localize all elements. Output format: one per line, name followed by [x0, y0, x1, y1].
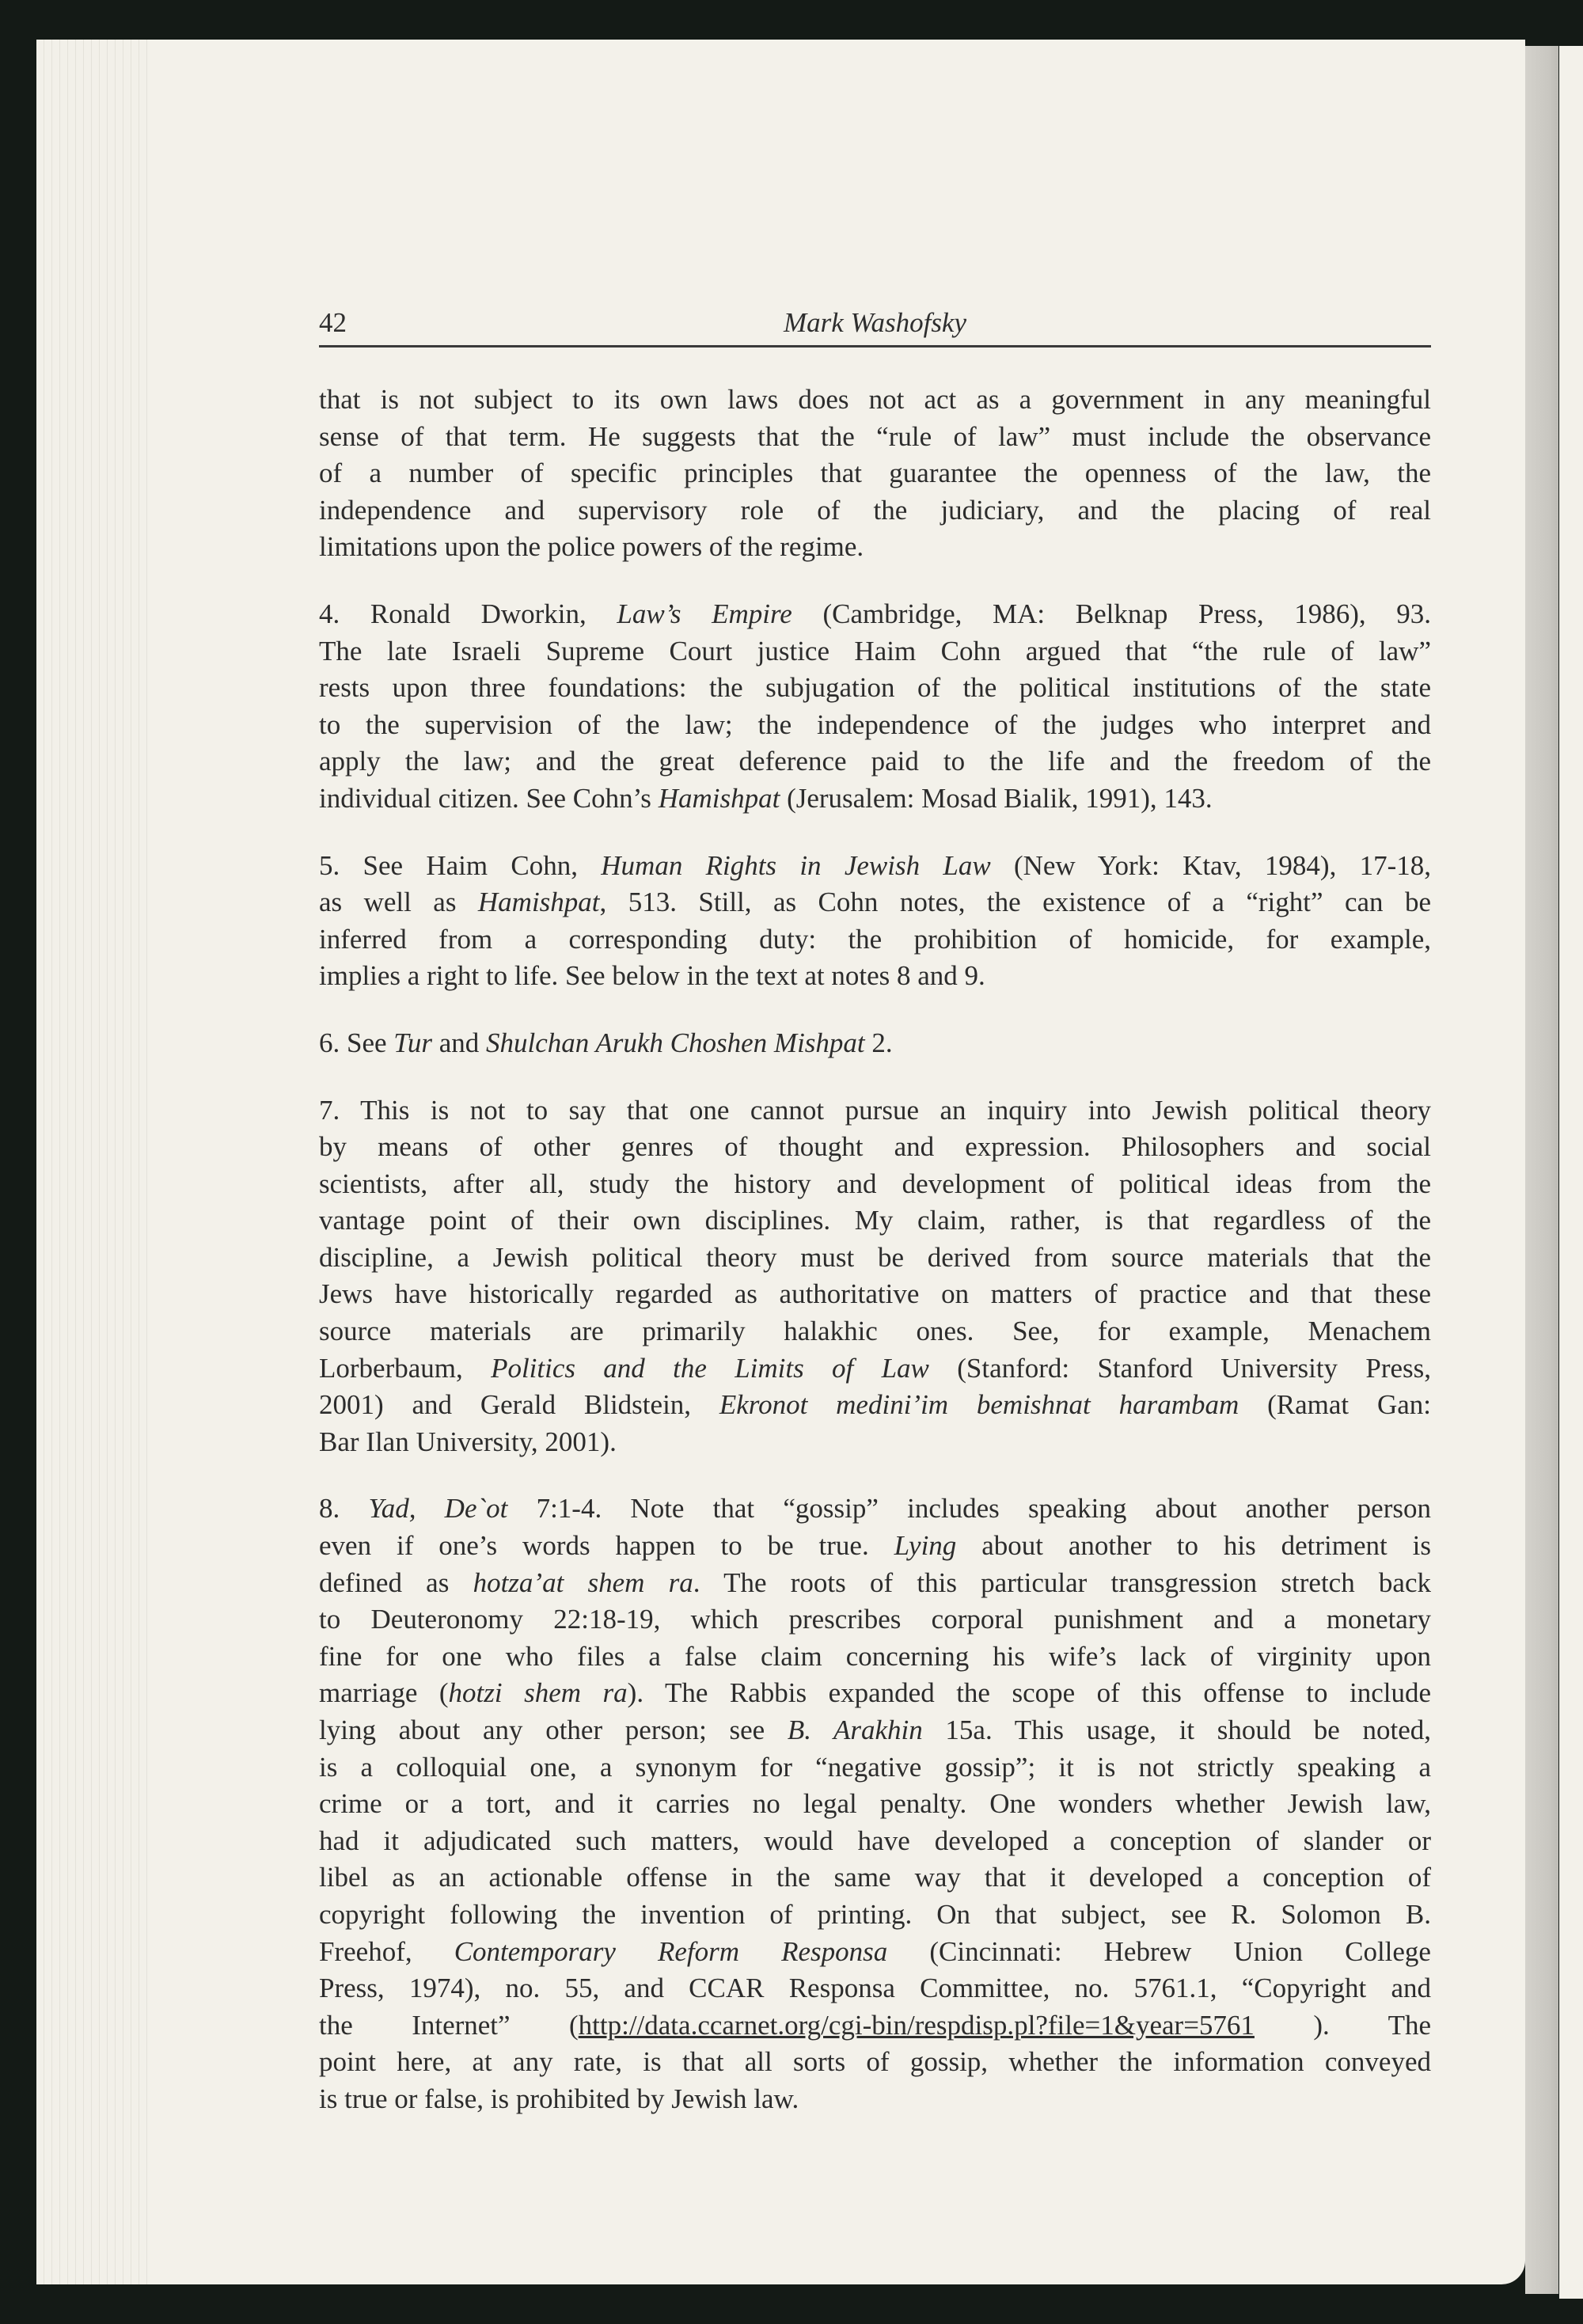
text-run: marriage (: [319, 1677, 449, 1709]
text-line: [319, 1528, 1431, 1565]
text-line: [319, 1859, 1431, 1897]
text-run: to Deuteronomy 22:18-19, which prescribes corporal punishment and a monetary: [319, 1604, 1431, 1635]
text-run: copyright following the invention of printing. On that subject, see R. Solomon B.: [319, 1898, 1431, 1930]
text-line: [319, 529, 1431, 566]
text-run: inferred from a corresponding duty: the prohibition of homicide, for example,: [319, 923, 1431, 955]
text-line: [319, 921, 1431, 959]
italic-title: Shulchan Arukh Choshen Mishpat: [486, 1027, 865, 1058]
text-run: ). The: [1254, 2009, 1431, 2041]
text-line: [319, 1202, 1431, 1240]
text-run: vantage point of their own disciplines. My claim, rather, is that regardless of the: [319, 1205, 1431, 1236]
italic-title: Lying: [894, 1530, 957, 1562]
text-line: [319, 2081, 1431, 2118]
text-line: [319, 1313, 1431, 1350]
text-line: [319, 848, 1431, 885]
text-run: individual citizen. See Cohn’s: [319, 782, 659, 814]
text-run: 6. See: [319, 1027, 394, 1058]
text-run: sense of that term. He suggests that the “rule of law” must include the observance: [319, 420, 1431, 452]
text-run: is true or false, is prohibited by Jewish law.: [319, 2083, 799, 2114]
text-run: 15a. This usage, it should be noted,: [922, 1715, 1431, 1745]
text-line: [319, 1240, 1431, 1277]
text-run: 2.: [864, 1027, 893, 1058]
text-run: Bar Ilan University, 2001).: [319, 1426, 617, 1457]
text-line: [319, 1934, 1431, 1971]
text-run: 8.: [319, 1493, 369, 1525]
endnote: [319, 382, 1431, 566]
text-line: [319, 1350, 1431, 1388]
text-run: Jews have historically regarded as authoritative on matters of practice and that these: [319, 1278, 1431, 1310]
text-line: [319, 1129, 1431, 1166]
text-run: that is not subject to its own laws does not act as a government in any meaningful: [319, 384, 1431, 415]
text-run: 5. See Haim Cohn,: [319, 849, 602, 881]
italic-title: Ekronot medini’im bemishnat harambam: [719, 1389, 1239, 1421]
text-line: [319, 1424, 1431, 1461]
italic-title: Tur: [393, 1027, 432, 1058]
italic-title: hotzi shem ra: [448, 1677, 628, 1709]
text-run: discipline, a Jewish political theory must be derived from source materials that the: [319, 1241, 1431, 1273]
text-run: of a number of specific principles that guarantee the openness of the law, the: [319, 458, 1431, 489]
running-head-author: Mark Washofsky: [783, 307, 967, 338]
text-line: [319, 1897, 1431, 1934]
text-run: by means of other genres of thought and expression. Philosophers and social: [319, 1131, 1431, 1163]
endnote: [319, 1092, 1431, 1461]
text-run: independence and supervisory role of the judiciary, and the placing of real: [319, 494, 1431, 526]
page-stack-edges: [36, 40, 147, 2284]
text-run: 4. Ronald Dworkin,: [319, 598, 617, 629]
text-line: [319, 1970, 1431, 2007]
text-line: [319, 1276, 1431, 1313]
text-run: limitations upon the police powers of the regime.: [319, 531, 864, 563]
endnote: [319, 1490, 1431, 2117]
text-run: 7. This is not to say that one cannot pursue an inquiry into Jewish political theory: [319, 1094, 1431, 1126]
text-run: scientists, after all, study the history and development of political ideas from the: [319, 1168, 1431, 1199]
text-run: defined as: [319, 1566, 473, 1598]
book-gutter-shadow: [1525, 46, 1558, 2294]
text-run: source materials are primarily halakhic ones. See, for example, Menachem: [319, 1316, 1431, 1347]
text-run: Press, 1974), no. 55, and CCAR Responsa Committee, no. 5761.1, “Copyright and: [319, 1973, 1431, 2004]
text-line: [319, 419, 1431, 456]
text-line: [319, 1823, 1431, 1860]
endnote: [319, 848, 1431, 995]
text-line: [319, 382, 1431, 419]
text-line: [319, 2007, 1431, 2045]
text-line: [319, 707, 1431, 744]
text-line: [319, 1025, 1431, 1062]
text-run: as well as: [319, 887, 478, 918]
text-line: [319, 1601, 1431, 1639]
text-line: [319, 1387, 1431, 1424]
text-run: ). The Rabbis expanded the scope of this offense to include: [627, 1677, 1431, 1709]
text-line: [319, 596, 1431, 633]
text-run: (Ramat Gan:: [1239, 1389, 1431, 1421]
page-number: 42: [319, 307, 347, 338]
text-run: (New York: Ktav, 1984), 17-18,: [990, 849, 1432, 881]
italic-title: B. Arakhin: [787, 1715, 923, 1745]
text-line: [319, 1712, 1431, 1749]
italic-title: Contemporary Reform Responsa: [454, 1935, 888, 1967]
text-run: Freehof,: [319, 1935, 454, 1967]
text-line: [319, 492, 1431, 530]
italic-title: Yad, De`ot: [368, 1493, 508, 1525]
text-run: rests upon three foundations: the subjugation of the political institutions of the state: [319, 672, 1431, 704]
endnote: [319, 596, 1431, 818]
text-run: had it adjudicated such matters, would have developed a conception of slander or: [319, 1825, 1431, 1856]
text-run: and: [431, 1027, 486, 1058]
italic-title: Hamishpat: [477, 887, 600, 918]
text-run: libel as an actionable offense in the same way that it developed a conception of: [319, 1862, 1431, 1893]
text-line: [319, 1166, 1431, 1203]
text-line: [319, 1749, 1431, 1787]
text-line: [319, 455, 1431, 492]
url-link[interactable]: http://data.ccarnet.org/cgi-bin/respdisp.pl?file=1&year=5761: [578, 2009, 1255, 2041]
italic-title: hotza’at shem ra: [473, 1566, 693, 1598]
text-run: The late Israeli Supreme Court justice Haim Cohn argued that “the rule of law”: [319, 635, 1431, 666]
text-line: [319, 1675, 1431, 1712]
text-run: Lorberbaum,: [319, 1352, 492, 1384]
text-run: point here, at any rate, is that all sorts of gossip, whether the information conveyed: [319, 2046, 1431, 2078]
italic-title: Politics and the Limits of Law: [491, 1352, 929, 1384]
italic-title: Human Rights in Jewish Law: [601, 849, 991, 881]
text-run: implies a right to life. See below in the text at notes 8 and 9.: [319, 960, 985, 992]
text-run: lying about any other person; see: [319, 1715, 788, 1745]
text-line: [319, 1490, 1431, 1528]
text-run: the Internet” (: [319, 2009, 579, 2041]
endnote: [319, 1025, 1431, 1062]
text-run: (Stanford: Stanford University Press,: [928, 1352, 1432, 1384]
text-run: (Cambridge, MA: Belknap Press, 1986), 93.: [792, 598, 1432, 629]
running-header: [319, 307, 1431, 347]
text-line: [319, 1565, 1431, 1602]
text-line: [319, 884, 1431, 921]
text-line: [319, 1786, 1431, 1823]
text-run: , 513. Still, as Cohn notes, the existence of a “right” can be: [599, 887, 1431, 918]
text-run: 2001) and Gerald Blidstein,: [319, 1389, 719, 1421]
text-run: even if one’s words happen to be true.: [319, 1530, 894, 1562]
italic-title: Law’s Empire: [617, 598, 792, 629]
text-run: crime or a tort, and it carries no legal penalty. One wonders whether Jewish law,: [319, 1788, 1431, 1820]
italic-title: Hamishpat: [658, 782, 780, 814]
text-run: 7:1-4. Note that “gossip” includes speaking about another person: [507, 1493, 1431, 1525]
text-line: [319, 780, 1431, 818]
text-run: . The roots of this particular transgression stretch back: [693, 1566, 1431, 1598]
endnotes-body: [319, 382, 1431, 2148]
text-line: [319, 958, 1431, 995]
text-line: [319, 670, 1431, 707]
text-line: [319, 2044, 1431, 2081]
text-line: [319, 1639, 1431, 1676]
text-run: (Cincinnati: Hebrew Union College: [887, 1935, 1431, 1967]
text-run: (Jerusalem: Mosad Bialik, 1991), 143.: [780, 782, 1213, 814]
text-run: fine for one who files a false claim concerning his wife’s lack of virginity upon: [319, 1640, 1431, 1672]
text-line: [319, 743, 1431, 780]
text-run: about another to his detriment is: [956, 1530, 1431, 1562]
text-run: to the supervision of the law; the independence of the judges who interpret and: [319, 708, 1431, 740]
text-line: [319, 1092, 1431, 1130]
text-line: [319, 633, 1431, 670]
facing-page-edge: [1559, 46, 1583, 2299]
text-run: apply the law; and the great deference paid to the life and the freedom of the: [319, 746, 1431, 777]
text-run: is a colloquial one, a synonym for “negative gossip”; it is not strictly speaking a: [319, 1751, 1431, 1783]
